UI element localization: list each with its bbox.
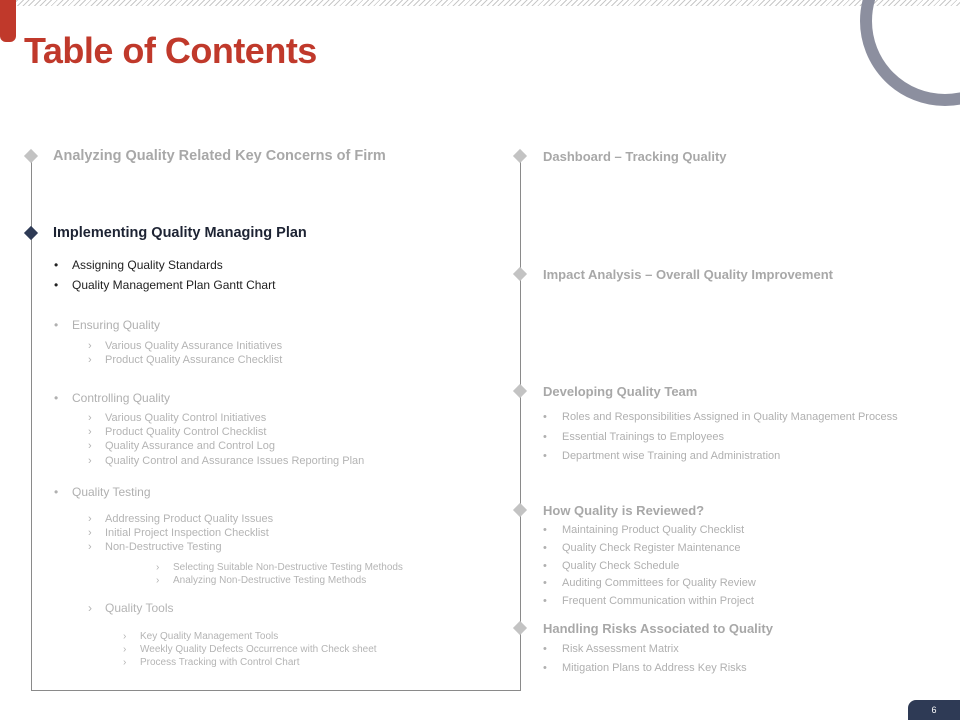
list-item[interactable]: • Assigning Quality Standards — [54, 258, 223, 272]
page-number-badge: 6 — [908, 700, 960, 720]
red-tab-decoration — [0, 0, 16, 42]
sub-item[interactable]: › Non-Destructive Testing — [88, 541, 222, 553]
diamond-icon — [24, 149, 38, 163]
right-column-line — [520, 158, 521, 691]
list-item-ensuring-quality[interactable]: • Ensuring Quality — [54, 318, 161, 332]
sub-sub-item[interactable]: › Key Quality Management Tools — [123, 631, 279, 642]
diamond-icon — [513, 503, 527, 517]
diamond-icon — [513, 621, 527, 635]
list-item[interactable]: • Auditing Committees for Quality Review — [543, 577, 756, 589]
section-impact-analysis[interactable]: Impact Analysis – Overall Quality Improvement — [543, 267, 833, 282]
list-item[interactable]: • Essential Trainings to Employees — [543, 431, 725, 443]
bottom-line — [31, 690, 521, 691]
list-item[interactable]: • Roles and Responsibilities Assigned in Quality Management Process — [543, 411, 898, 423]
section-dashboard[interactable]: Dashboard – Tracking Quality — [543, 149, 727, 164]
list-item[interactable]: • Mitigation Plans to Address Key Risks — [543, 662, 747, 674]
diamond-icon — [513, 384, 527, 398]
section-quality-review[interactable]: How Quality is Reviewed? — [543, 503, 705, 518]
sub-sub-item[interactable]: › Selecting Suitable Non-Destructive Testing Methods — [156, 562, 403, 573]
diamond-icon — [513, 149, 527, 163]
list-item-quality-testing[interactable]: • Quality Testing — [54, 485, 151, 499]
sub-item[interactable]: › Various Quality Control Initiatives — [88, 412, 267, 424]
list-item-controlling-quality[interactable]: • Controlling Quality — [54, 391, 171, 405]
sub-item[interactable]: › Addressing Product Quality Issues — [88, 513, 274, 525]
section-analyzing-concerns[interactable]: Analyzing Quality Related Key Concerns of Firm — [53, 148, 386, 164]
sub-item-quality-tools[interactable]: › Quality Tools — [88, 601, 174, 615]
sub-item[interactable]: › Quality Control and Assurance Issues Reporting Plan — [88, 455, 365, 467]
section-handling-risks[interactable]: Handling Risks Associated to Quality — [543, 621, 773, 636]
ring-decoration — [860, 0, 960, 106]
diamond-icon-active — [24, 226, 38, 240]
sub-item[interactable]: › Product Quality Assurance Checklist — [88, 354, 283, 366]
sub-item[interactable]: › Product Quality Control Checklist — [88, 426, 267, 438]
list-item[interactable]: • Frequent Communication within Project — [543, 595, 754, 607]
top-hatch-strip — [0, 0, 960, 6]
list-item[interactable]: • Maintaining Product Quality Checklist — [543, 524, 745, 536]
list-item[interactable]: • Quality Check Schedule — [543, 560, 680, 572]
list-item[interactable]: • Quality Management Plan Gantt Chart — [54, 278, 276, 292]
sub-sub-item[interactable]: › Analyzing Non-Destructive Testing Methods — [156, 575, 367, 586]
section-implementing-plan[interactable]: Implementing Quality Managing Plan — [53, 225, 307, 241]
list-item[interactable]: • Risk Assessment Matrix — [543, 643, 679, 655]
diamond-icon — [513, 267, 527, 281]
list-item[interactable]: • Quality Check Register Maintenance — [543, 542, 741, 554]
sub-item[interactable]: › Quality Assurance and Control Log — [88, 440, 275, 452]
sub-item[interactable]: › Various Quality Assurance Initiatives — [88, 340, 283, 352]
sub-item[interactable]: › Initial Project Inspection Checklist — [88, 527, 269, 539]
sub-sub-item[interactable]: › Weekly Quality Defects Occurrence with Check sheet — [123, 644, 377, 655]
list-item[interactable]: • Department wise Training and Administration — [543, 450, 781, 462]
sub-sub-item[interactable]: › Process Tracking with Control Chart — [123, 657, 300, 668]
section-quality-team[interactable]: Developing Quality Team — [543, 384, 698, 399]
slide-title: Table of Contents — [24, 30, 317, 71]
